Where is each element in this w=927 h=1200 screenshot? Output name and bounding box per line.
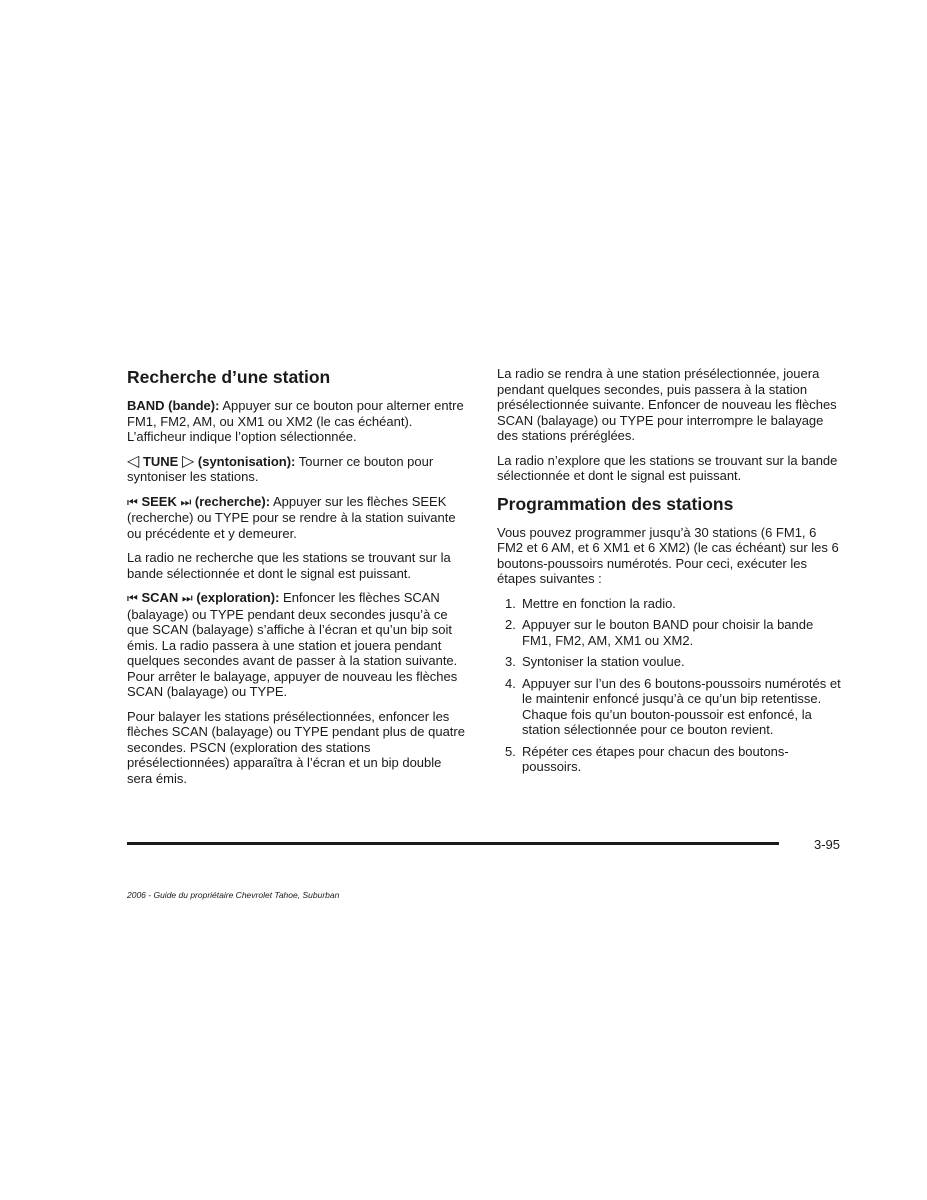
tune-text: Tourner ce bouton pour syntoniser les stations. <box>127 453 434 484</box>
seek-forward-icon: ⏭ <box>180 494 192 509</box>
scan-term-label: (exploration): <box>196 590 280 605</box>
list-item: 2. Appuyer sur le bouton BAND pour choisir la bande FM1, FM2, AM, XM1 ou XM2. <box>505 617 814 648</box>
tune-right-arrow-icon: ▷ <box>181 452 195 470</box>
seek-back-icon: ⏮ <box>127 494 138 509</box>
band-paragraph <box>127 398 467 445</box>
seek-note: La radio ne recherche que les stations se trouvant sur la bande sélectionnée et dont le signal est puissant. <box>127 550 451 581</box>
tune-term: TUNE <box>142 453 179 469</box>
footer-rule <box>127 842 779 845</box>
tune-left-arrow-icon: ◁ <box>127 452 140 470</box>
scan-signal-note: La radio n’explore que les stations se trouvant sur la bande sélectionnée et dont le signal est puissant. <box>497 452 838 483</box>
list-item: 3. Syntoniser la station voulue. <box>505 654 685 669</box>
page-number: 3-95 <box>814 837 841 852</box>
scan-text: Enfoncer les flèches SCAN (balayage) ou TYPE pendant deux secondes jusqu’à ce que SCAN (balayage) s’affiche à l’écran et qu’un bip soit émis. La radio passera à une station et jouera pendant quelques secondes avant de passer à la station suivante. Pour arrêter le balayage, appuyer de nouveau les flèches SCAN (balayage) ou TYPE. <box>127 590 458 699</box>
scan-forward-icon: ⏭ <box>181 591 193 605</box>
scan-back-icon: ⏮ <box>127 591 138 605</box>
programming-intro: Vous pouvez programmer jusqu’à 30 stations (6 FM1, 6 FM2 et 6 AM, et 6 XM1 et 6 XM2) (le cas échéant) sur les 6 boutons-poussoirs numérotés. Pour ceci, exécuter les étapes suivantes : <box>497 524 839 586</box>
steps-list <box>497 596 842 775</box>
tune-paragraph <box>127 454 467 485</box>
seek-term: SEEK <box>141 493 177 509</box>
seek-term-label: (recherche): <box>194 493 271 509</box>
list-item: 1. Mettre en fonction la radio. <box>505 595 676 611</box>
tune-term-label: (syntonisation): <box>197 453 296 469</box>
scan-presets-paragraph: Pour balayer les stations présélectionnées, enfoncer les flèches SCAN (balayage) ou TYPE pendant plus de quatre secondes. PSCN (exploration des stations présélectionnées) apparaîtra à l’écran et un bip double sera émis. <box>127 708 465 786</box>
band-term: BAND (bande): <box>127 398 220 413</box>
list-item: 5. Répéter ces étapes pour chacun des boutons-poussoirs. <box>505 743 789 774</box>
section-heading-recherche: Recherche d’une station <box>127 367 331 387</box>
seek-text: Appuyer sur les flèches SEEK (recherche) ou TYPE pour se rendre à la station suivante ou précédente et y demeurer. <box>127 493 456 541</box>
footer-text: 2006 - Guide du propriétaire Chevrolet Tahoe, Suburban <box>127 890 340 900</box>
preset-scan-paragraph: La radio se rendra à une station présélectionnée, jouera pendant quelques secondes, puis passera à la station présélectionnée suivante. Enfoncer de nouveau les flèches SCAN (balayage) ou TYPE pour interrompre le balayage des stations préréglées. <box>497 366 837 443</box>
right-column <box>497 366 842 781</box>
seek-paragraph <box>127 494 467 542</box>
list-item: 4. Appuyer sur l’un des 6 boutons-poussoirs numérotés et le maintenir enfoncé jusqu’à ce qu’un bip retentisse. Chaque fois qu’un bouton-poussoir est enfoncé, la station sélectionnée pour ce bouton revient. <box>505 675 841 737</box>
scan-term: SCAN <box>141 590 179 605</box>
section-heading-programmation: Programmation des stations <box>497 493 734 514</box>
band-text: Appuyer sur ce bouton pour alterner entre FM1, FM2, AM, ou XM1 ou XM2 (le cas échéant). L’afficheur indique l’option sélectionnée. <box>127 398 464 444</box>
scan-paragraph <box>127 590 467 700</box>
left-column <box>127 366 467 795</box>
